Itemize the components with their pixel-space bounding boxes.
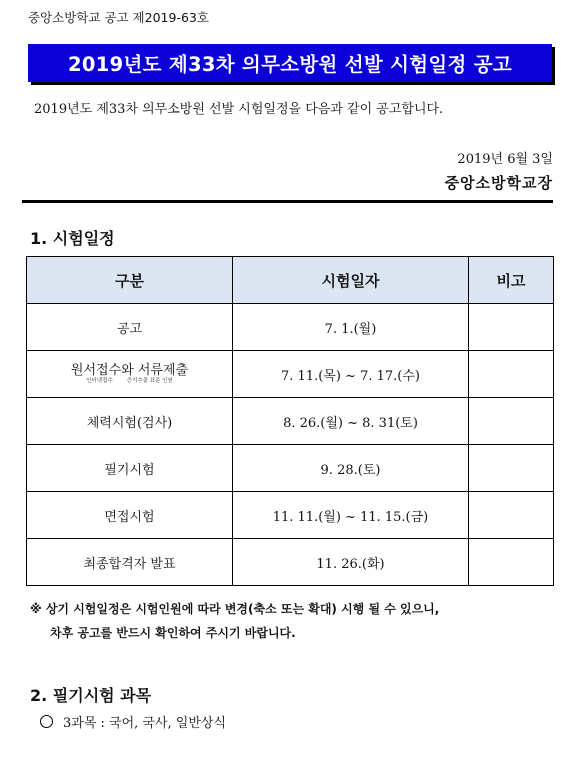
written-exam-subjects (40, 712, 226, 731)
row-remarks (469, 445, 554, 492)
table-row (27, 304, 554, 351)
row-category-subnote: 인터넷접수 증기추출 표준 인원 (86, 377, 173, 384)
document-number: 중앙소방학교 공고 제2019-63호 (28, 10, 209, 25)
row-date: 9. 28.(토) (233, 445, 469, 492)
circle-bullet-icon (40, 715, 53, 728)
row-category: 최종합격자 발표 (27, 539, 233, 586)
written-exam-subjects-text: 3과목 : 국어, 국사, 일반상식 (63, 716, 227, 731)
row-category-label: 원서접수와 서류제출 (70, 362, 189, 378)
issuer-name: 중앙소방학교장 (444, 174, 553, 192)
row-category: 공고 (27, 304, 233, 351)
row-date: 7. 11.(목) ~ 7. 17.(수) (233, 351, 469, 398)
row-remarks (469, 539, 554, 586)
intro-text: 2019년도 제33차 의무소방원 선발 시험일정을 다음과 같이 공고합니다. (34, 102, 444, 117)
row-remarks (469, 351, 554, 398)
row-date: 11. 26.(화) (233, 539, 469, 586)
announcement-date: 2019년 6월 3일 (457, 152, 553, 167)
row-date: 7. 1.(월) (233, 304, 469, 351)
schedule-note-line-1: ※ 상기 시험일정은 시험인원에 따라 변경(축소 또는 확대) 시행 될 수 있으니, (30, 602, 440, 616)
table-row (27, 445, 554, 492)
column-header-category: 구분 (27, 257, 233, 304)
schedule-note-line-2: 차후 공고를 반드시 확인하여 주시기 바랍니다. (50, 626, 296, 640)
row-category: 필기시험 (27, 445, 233, 492)
table-header-row (27, 257, 554, 304)
row-remarks (469, 398, 554, 445)
table-row (27, 539, 554, 586)
column-header-date: 시험일자 (233, 257, 469, 304)
table-row (27, 492, 554, 539)
section-heading-written-exam: 2. 필기시험 과목 (30, 686, 152, 705)
column-header-remarks: 비고 (469, 257, 554, 304)
page-title: 2019년도 제33차 의무소방원 선발 시험일정 공고 (28, 44, 552, 82)
table-row (27, 351, 554, 398)
table-row (27, 398, 554, 445)
schedule-table (26, 256, 554, 586)
row-date: 8. 26.(월) ~ 8. 31(토) (233, 398, 469, 445)
row-category: 면접시험 (27, 492, 233, 539)
row-remarks (469, 304, 554, 351)
divider-line (22, 200, 553, 203)
row-date: 11. 11.(월) ~ 11. 15.(금) (233, 492, 469, 539)
section-heading-schedule: 1. 시험일정 (30, 229, 115, 248)
row-category: 체력시험(검사) (27, 398, 233, 445)
row-remarks (469, 492, 554, 539)
row-category (27, 351, 233, 398)
